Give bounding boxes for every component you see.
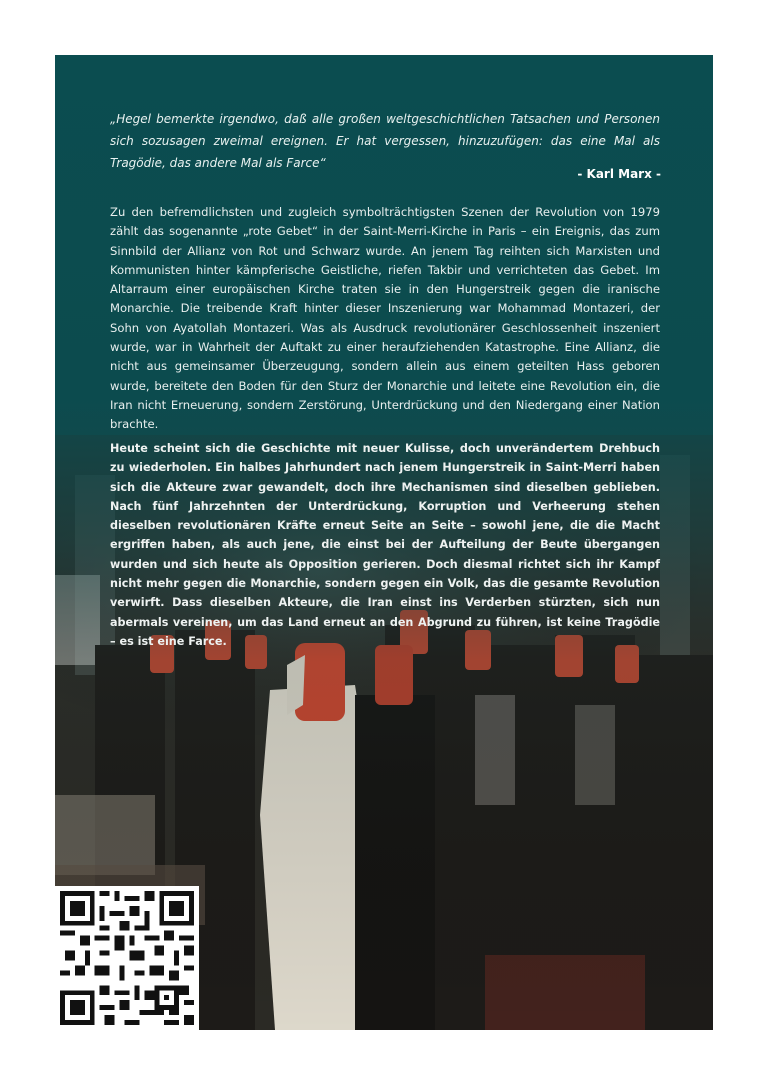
qr-code-graphic xyxy=(55,886,199,1030)
body-paragraph-2: Heute scheint sich die Geschichte mit neuer Kulisse, doch unverändertem Drehbuch zu wiederholen. Ein halbes Jahrhundert nach jenem Hungerstreik in Saint-Merri haben sich die Akteure zwar gewandelt, doch ihre Mechanismen sind dieselben geblieben. Nach fünf Jahrzehnten der Unterdrückung, Korruption und Verheerung stehen dieselben revolutionären Kräfte erneut Seite an Seite – sowohl jene, die die Macht ergriffen haben, als auch jene, die einst bei der Aufteilung der Beute übergangen wurden und sich heute als Opposition gerieren. Doch diesmal richtet sich ihr Kampf nicht mehr gegen die Monarchie, sondern gegen ein Volk, das die gesamte Revolution verwirft. Dass dieselben Akteure, die Iran einst ins Verderben stürzten, sich nun abermals vereinen, um das Land erneut an den Abgrund zu führen, ist keine Tragödie – es ist eine Farce. xyxy=(110,442,660,648)
body-paragraph-1: Zu den befremdlichsten und zugleich symbolträchtigsten Szenen der Revolution von 1979 zählt das sogenannte „rote Gebet“ in der Saint-Merri-Kirche in Paris – ein Ereignis, das zum Sinnbild der Allianz von Rot und Schwarz wurde. An jenem Tag reihten sich Marxisten und Kommunisten hinter kämpferische Geistliche, riefen Takbir und verrichteten das Gebet. Im Altarraum einer europäischen Kirche traten sie in den Hungerstreik gegen die iranische Monarchie. Die treibende Kraft hinter dieser Inszenierung war Mohammad Montazeri, der Sohn von Ayatollah Montazeri. Was als Ausdruck revolutionärer Geschlossenheit inszeniert wurde, war in Wahrheit der Auftakt zu einer heraufziehenden Katastrophe. Eine Allianz, die nicht aus gemeinsamer Überzeugung, sondern allein aus einem geteilten Hass geboren wurde, bereitete den Boden für den Sturz der Monarchie und leitete eine Revolution ein, die Iran nicht Erneuerung, sondern Zerstörung, Unterdrückung und den Niedergang einer Nation brachte. xyxy=(110,205,660,432)
quote-author: - Karl Marx - xyxy=(577,167,661,181)
text-layer xyxy=(55,55,713,1030)
qr-code-icon[interactable] xyxy=(55,886,199,1030)
epigraph-quote: „Hegel bemerkte irgendwo, daß alle großen weltgeschichtlichen Tatsachen und Personen sich sozusagen zweimal ereignen. Er hat vergessen, hinzuzufügen: das eine Mal als Tragödie, das andere Mal als Farce“ xyxy=(110,112,660,170)
